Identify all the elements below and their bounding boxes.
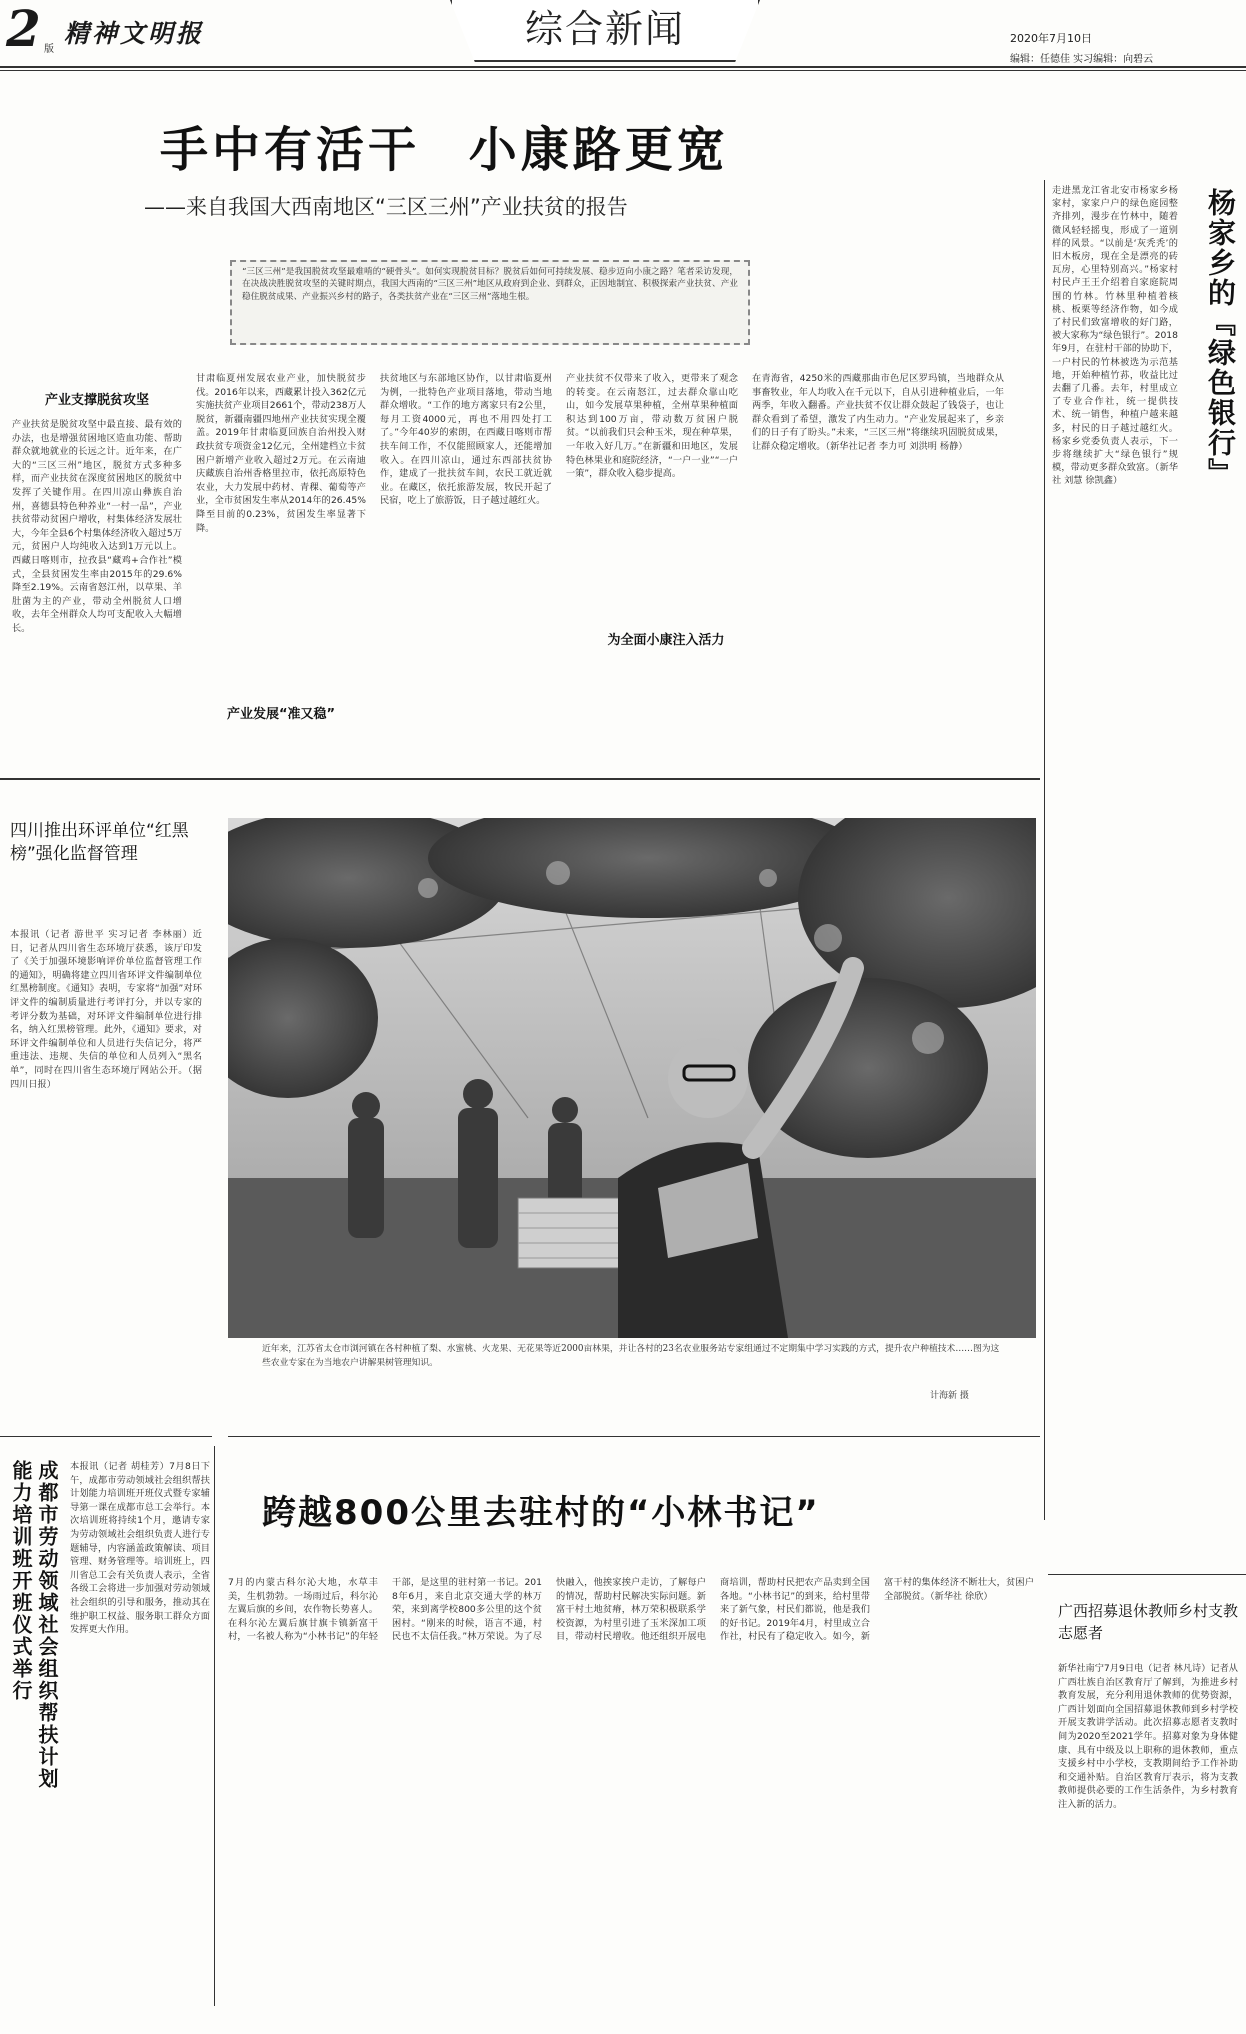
sichuan-headline: 四川推出环评单位“红黑榜”强化监督管理 xyxy=(10,821,189,864)
guangxi-headline: 广西招募退休教师乡村支教志愿者 xyxy=(1058,1602,1239,1642)
xiaolin-headline: 跨越800公里去驻村的“小林书记” xyxy=(262,1493,820,1533)
sidebar-title: 杨家乡的『绿色银行』 xyxy=(1204,188,1237,488)
section-title: 综合新闻 xyxy=(524,7,685,51)
lead-col-1: 产业扶贫是脱贫攻坚中最直接、最有效的办法，也是增强贫困地区造血功能、帮助群众就地就业的长远之计。近年来，在广大的“三区三州”地区，脱贫方式多种多样，而产业扶贫在深度贫困地区的脱贫中发挥了关键作用。在四川凉山彝族自治州，喜德县特色种养业“一村一品”，产业扶贫带动贫困户增收，村集体经济发展壮大，今年全县6个村集体经济收入超过5万元，贫困户人均纯收入达到1万元以上。西藏日喀则市，拉孜县“藏鸡+合作社”模式，全县贫困发生率由2015年的29.6%降至2.19%。云南省怒江州，以草果、羊肚菌为主的产业，带动全州脱贫人口增收，去年全州群众人均可支配收入大幅增长。 xyxy=(12,419,182,634)
xiaolin-text: 7月的内蒙古科尔沁大地，水草丰美，生机勃勃。一场雨过后，科尔沁左翼后旗的乡间，农作物长势喜人。在科尔沁左翼后旗甘旗卡镇新富干村，一名被人称为“小林书记”的年轻干部，是这里的驻村第一书记。2018年6月，来自北京交通大学的林万荣，来到离学校800多公里的这个贫困村。“刚来的时候，语言不通，村民也不太信任我。”林万荣说。为了尽快融入，他挨家挨户走访，了解每户的情况，帮助村民解决实际问题。新富干村土地贫瘠，林万荣积极联系学校资源，为村里引进了玉米深加工项目，带动村民增收。他还组织开展电商培训，帮助村民把农产品卖到全国各地。“小林书记”的到来，给村里带来了新气象，村民们都说，他是我们的好书记。2019年4月，村里成立合作社，村民有了稳定收入。如今，新富干村的集体经济不断壮大，贫困户全部脱贫。（新华社 徐欣） xyxy=(228,1577,1034,1643)
sidebar-text: 走进黑龙江省北安市杨家乡杨家村，家家户户的绿色庭园整齐排列，漫步在竹林中，随着微风轻轻摇曳，形成了一道别样的风景。“以前是‘灰秃秃’的旧木板房，现在全是漂亮的砖瓦房，心里特别高兴。”杨家村村民卢王王介绍着自家庭院周围的竹林。竹林里种植着核桃、板栗等经济作物，如今成了村民们致富增收的好门路，被大家称为“绿色银行”。2018年9月，在驻村干部的协助下，一户村民的竹林被选为示范基地，开始种植竹荪，收益比过去翻了几番。去年，村里成立了专业合作社，统一提供技术、统一销售，种植户越来越多，村民的日子越过越红火。杨家乡党委负责人表示，下一步将继续扩大“绿色银行”规模，带动更多群众致富。（新华社 刘慧 徐凯鑫） xyxy=(1052,185,1178,487)
sidebar-bottom-rule xyxy=(1048,1574,1246,1575)
lead-headline: 手中有活干 小康路更宽 xyxy=(160,122,729,178)
photo-credit: 计海新 摄 xyxy=(930,1391,969,1401)
edition-label: 版 xyxy=(44,44,54,55)
paper-name: 精神文明报 xyxy=(64,19,205,48)
lead-subhead-1: 产业支撑脱贫攻坚 xyxy=(44,393,149,408)
photo-bottom-rule xyxy=(228,1436,1040,1437)
orchard-photo xyxy=(228,818,1036,1338)
chengdu-text: 本报讯（记者 胡桂芳）7月8日下午，成都市劳动领域社会组织帮扶计划能力培训班开班仪式暨专家辅导第一课在成都市总工会举行。本次培训班将持续1个月，邀请专家为劳动领域社会组织负责人进行专题辅导，内容涵盖政策解读、项目管理、财务管理等。培训班上，四川省总工会有关负责人表示，全省各级工会将进一步加强对劳动领域社会组织的引导和服务，推动其在维护职工权益、服务职工群众方面发挥更大作用。 xyxy=(70,1461,210,1636)
issue-date: 2020年7月10日 xyxy=(1010,32,1092,45)
guangxi-text: 新华社南宁7月9日电（记者 林凡诗）记者从广西壮族自治区教育厅了解到，为推进乡村教育发展，充分利用退休教师的优势资源，广西计划面向全国招募退休教师到乡村学校开展支教讲学活动。此次招募志愿者支教时间为2020至2021学年。招募对象为身体健康、具有中级及以上职称的退休教师，重点支援乡村中小学校，支教期间给予工作补助和交通补贴。自治区教育厅表示，将为支教教师提供必要的工作生活条件，为乡村教育注入新的活力。 xyxy=(1058,1663,1238,1810)
chengdu-divider xyxy=(214,1446,215,2006)
orchard-photo-image xyxy=(228,818,1036,1338)
sichuan-bottom-rule xyxy=(0,1436,212,1437)
lead-col-2: 甘肃临夏州发展农业产业，加快脱贫步伐。2016年以来，西藏累计投入362亿元实施扶贫产业项目2661个，带动238万人脱贫，新疆南疆四地州产业扶贫实现全覆盖。2019年甘肃临夏回族自治州投入财政扶贫专项资金12亿元，全州建档立卡贫困户新增产业收入超过2万元。在云南迪庆藏族自治州香格里拉市，依托高原特色农业，大力发展中药材、青稞、葡萄等产业，全市贫困发生率从2014年的26.45%降至目前的0.23%，贫困发生率显著下降。 xyxy=(196,373,366,534)
masthead-rule-thin xyxy=(0,70,1246,71)
editor-credits: 编辑：任德佳 实习编辑：向碧云 xyxy=(1010,54,1154,65)
lead-subhead-2: 产业发展“准又稳” xyxy=(226,707,336,722)
lead-col-3: 扶贫地区与东部地区协作，以甘肃临夏州为例，一批特色产业项目落地，带动当地群众增收。“工作的地方离家只有2公里，每月工资4000元，再也不用四处打工了。”今年40岁的索朗，在西藏日喀则市帮扶车间工作，不仅能照顾家人，还能增加收入。在四川凉山，通过东西部扶贫协作，建成了一批扶贫车间，农民工就近就业。在藏区，依托旅游发展，牧民开起了民宿，吃上了旅游饭，日子越过越红火。 xyxy=(380,373,552,507)
lead-summary: “三区三州”是我国脱贫攻坚最难啃的“硬骨头”。如何实现脱贫目标？脱贫后如何可持续发展、稳步迈向小康之路？笔者采访发现，在决战决胜脱贫攻坚的关键时期点，我国大西南的“三区三州”地区从政府到企业、到群众，正因地制宜、积极探索产业扶贫、产业稳住脱贫成果、产业振兴乡村的路子，各类扶贫产业在“三区三州”落地生根。 xyxy=(242,267,738,302)
lead-col-4: 产业扶贫不仅带来了收入，更带来了观念的转变。在云南怒江，过去群众靠山吃山，如今发展草果种植，全州草果种植面积达到100万亩，带动数万贫困户脱贫。“以前我们只会种玉米，现在种草果，一年收入好几万。”在新疆和田地区，发展特色林果业和庭院经济，“一户一业”“一户一策”，群众收入稳步提高。 xyxy=(566,373,738,480)
chengdu-headline: 成都市劳动领域社会组织帮扶计划能力培训班开班仪式举行 xyxy=(9,1460,59,1790)
lead-bottom-rule xyxy=(0,778,1040,780)
page-number: 2 xyxy=(6,0,41,58)
lead-subhead-3: 为全面小康注入活力 xyxy=(607,633,725,648)
sichuan-text: 本报讯（记者 游世平 实习记者 李林丽）近日，记者从四川省生态环境厅获悉，该厅印发了《关于加强环境影响评价单位监督管理工作的通知》，明确将建立四川省环评文件编制单位红黑榜制度。《通知》表明，专家将“加强”对环评文件的编制质量进行考评打分，并以专家的考评分数为基础，对环评文件编制单位进行排名，纳入红黑榜管理。此外，《通知》要求，对环评文件编制单位和人员进行失信记分，将严重违法、违规、失信的单位和人员列入“黑名单”，同时在四川省生态环境厅网站公开。（据四川日报） xyxy=(10,929,202,1090)
lead-col-5: 在青海省，4250米的西藏那曲市色尼区罗玛镇，当地群众从事畜牧业，年人均收入在千元以下，自从引进种植业后，一年两季，年收入翻番。产业扶贫不仅让群众鼓起了钱袋子，也让群众看到了希望，激发了内生动力。“产业发展起来了，乡亲们的日子有了盼头。”未来，“三区三州”将继续巩固脱贫成果，让群众稳定增收。（新华社记者 李力可 刘洪明 杨静） xyxy=(752,373,1004,452)
lead-subheadline: ——来自我国大西南地区“三区三州”产业扶贫的报告 xyxy=(144,195,628,219)
sidebar-divider xyxy=(1044,180,1045,1520)
masthead-rule xyxy=(0,66,1246,68)
photo-caption xyxy=(262,1342,1002,1386)
photo-caption-text: 近年来，江苏省太仓市浏河镇在各村种植了梨、水蜜桃、火龙果、无花果等近2000亩林果，并让各村的23名农业服务站专家组通过不定期集中学习实践的方式，提升农户种植技术……图为这些农业专家在为当地农户讲解果树管理知识。 xyxy=(262,1344,1000,1368)
masthead xyxy=(0,0,1246,70)
